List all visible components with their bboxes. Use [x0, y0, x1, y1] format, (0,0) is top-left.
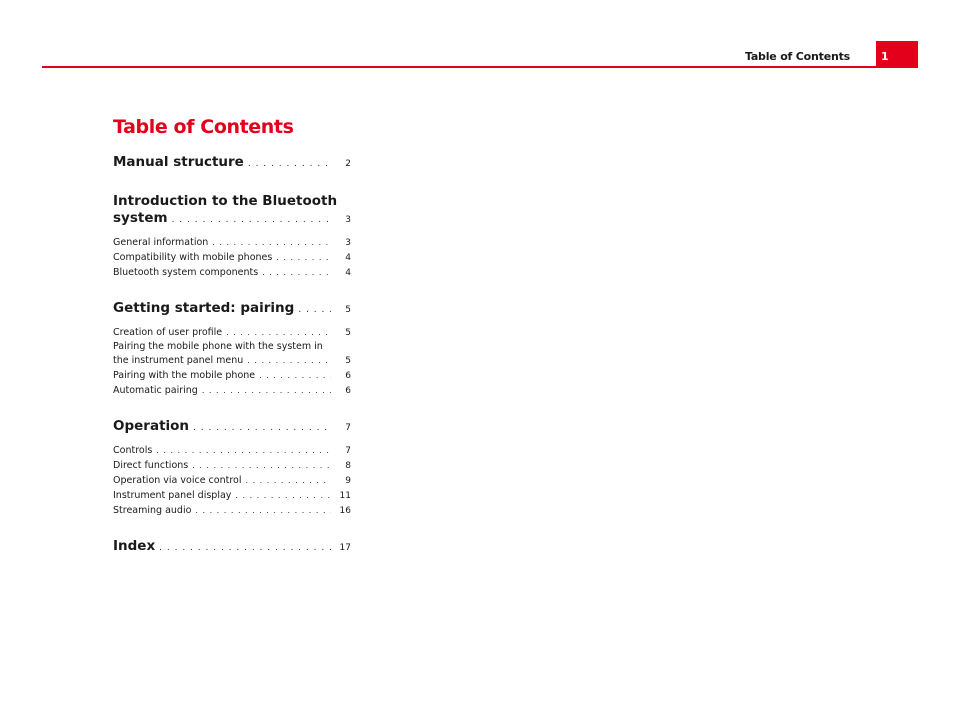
toc-entry-pairing-phone[interactable] [113, 370, 351, 381]
toc-entry-page: 4 [345, 253, 351, 263]
dot-leader [172, 215, 331, 225]
toc-entry-user-profile[interactable] [113, 327, 351, 338]
dot-leader [235, 491, 331, 500]
dot-leader [195, 506, 331, 515]
toc-entry-page: 6 [345, 386, 351, 396]
toc-entry-label: Operation [113, 418, 190, 434]
dot-leader [247, 356, 331, 365]
toc-entry-label: Instrument panel display [113, 490, 232, 501]
toc-entry-page: 11 [339, 491, 351, 501]
toc-entry-page: 3 [345, 215, 351, 225]
toc-entry-label: Compatibility with mobile phones [113, 252, 273, 263]
toc-entry-page: 8 [345, 461, 351, 471]
header-title: Table of Contents [744, 50, 850, 63]
toc-entry-label: Pairing with the mobile phone [113, 370, 256, 381]
toc-entry-label: Direct functions [113, 460, 189, 471]
toc-entry-instrument-display[interactable] [113, 490, 351, 501]
toc-entry-introduction[interactable] [113, 210, 351, 226]
toc-entry-label: Streaming audio [113, 505, 192, 516]
toc-entry-voice-control[interactable] [113, 475, 351, 486]
dot-leader [259, 371, 331, 380]
toc-entry-controls[interactable] [113, 445, 351, 456]
toc-entry-label-line1: Introduction to the Bluetooth [113, 193, 338, 209]
dot-leader [248, 159, 331, 169]
toc-entry-page: 2 [345, 159, 351, 169]
toc-entry-operation[interactable] [113, 418, 351, 434]
toc-entry-page: 5 [345, 328, 351, 338]
toc-entry-page: 5 [345, 305, 351, 315]
toc-entry-streaming-audio[interactable] [113, 505, 351, 516]
page-title: Table of Contents [113, 116, 294, 138]
toc-entry-page: 7 [345, 423, 351, 433]
page-number-badge: 1 [876, 41, 918, 67]
dot-leader [298, 305, 331, 315]
toc-entry-page: 5 [345, 356, 351, 366]
toc-entry-label: Creation of user profile [113, 327, 223, 338]
toc-entry-page: 17 [339, 543, 351, 553]
dot-leader [246, 476, 332, 485]
toc-entry-label-line1: Pairing the mobile phone with the system in [113, 341, 323, 352]
toc-entry-direct-functions[interactable] [113, 460, 351, 471]
toc-entry-general-information[interactable] [113, 237, 351, 248]
toc-entry-page: 3 [345, 238, 351, 248]
dot-leader [159, 543, 331, 553]
toc-entry-automatic-pairing[interactable] [113, 385, 351, 396]
dot-leader [212, 238, 331, 247]
toc-entry-label: Automatic pairing [113, 385, 198, 396]
toc-entry-label: Operation via voice control [113, 475, 242, 486]
toc-entry-compatibility[interactable] [113, 252, 351, 263]
dot-leader [156, 446, 331, 455]
toc-entry-components[interactable] [113, 267, 351, 278]
dot-leader [226, 328, 331, 337]
toc-entry-page: 16 [339, 506, 351, 516]
toc-entry-label: Controls [113, 445, 153, 456]
toc-entry-getting-started[interactable] [113, 300, 351, 316]
toc-entry-label: system [113, 210, 168, 226]
toc-entry-pairing-panel[interactable] [113, 355, 351, 366]
dot-leader [193, 423, 331, 433]
toc-entry-page: 7 [345, 446, 351, 456]
dot-leader [192, 461, 331, 470]
header-divider [42, 66, 918, 68]
toc-entry-page: 9 [345, 476, 351, 486]
toc-entry-label: Manual structure [113, 154, 244, 170]
toc-entry-label: Index [113, 538, 156, 554]
dot-leader [276, 253, 331, 262]
toc-entry-label: Bluetooth system components [113, 267, 259, 278]
dot-leader [202, 386, 331, 395]
toc-entry-page: 4 [345, 268, 351, 278]
dot-leader [262, 268, 331, 277]
toc-entry-page: 6 [345, 371, 351, 381]
toc-entry-label: Getting started: pairing [113, 300, 295, 316]
toc-entry-index[interactable] [113, 538, 351, 554]
toc-entry-label: the instrument panel menu [113, 355, 244, 366]
toc-entry-manual-structure[interactable] [113, 154, 351, 170]
toc-entry-label: General information [113, 237, 209, 248]
